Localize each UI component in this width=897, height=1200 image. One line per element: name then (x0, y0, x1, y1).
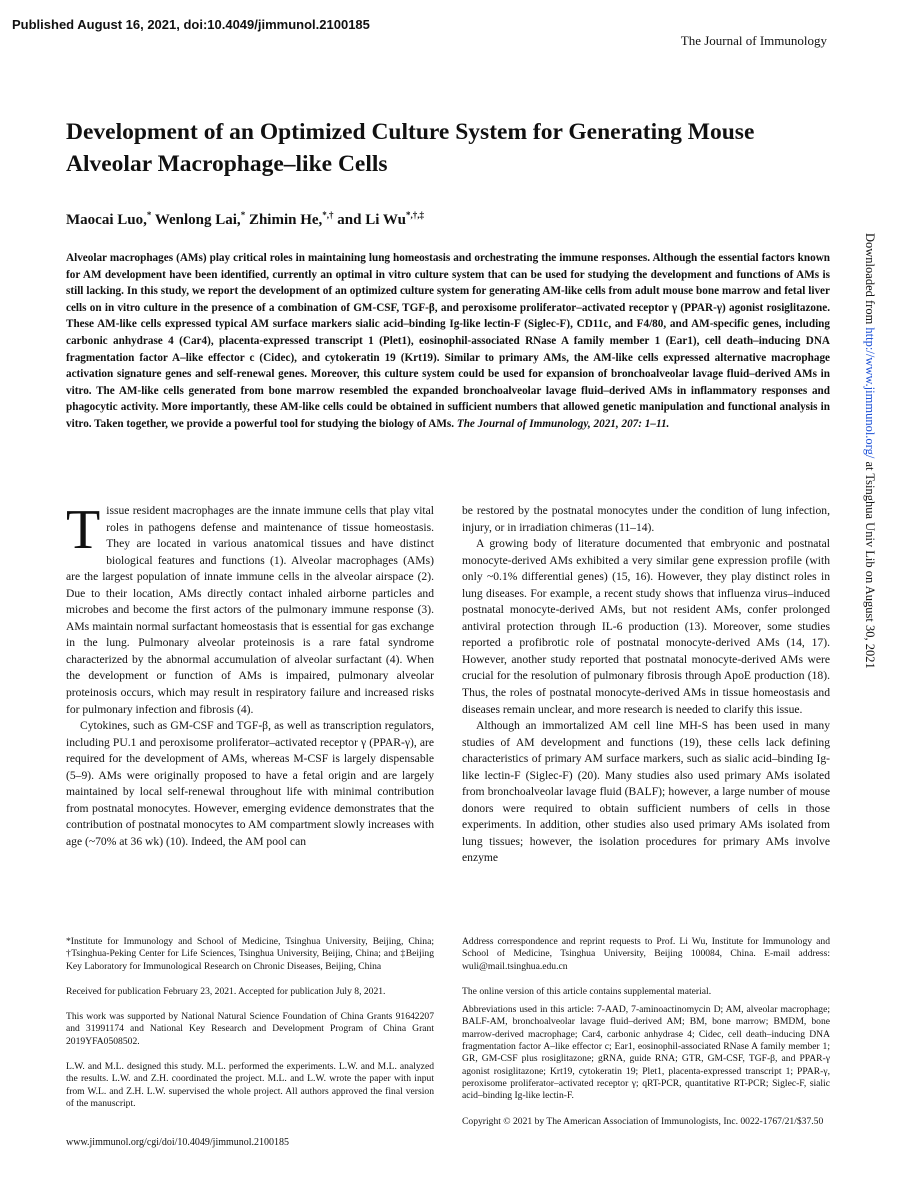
body-paragraph: Although an immortalized AM cell line MH-S has been used in many studies of AM development and functions (19), these cells lack defining characteristics of primary AM surface markers, such as sialic acid–binding Ig-like lectin-F (Siglec-F) (20). Many studies also used primary AMs isolated from bronchoalveolar lavage fluid (BALF); however, a large number of mouse donors were required to obtain sufficient numbers of cells in those experiments. In addition, other studies also used primary AMs isolated from lung tissues; however, the isolation procedures for primary AMs involve enzyme (462, 719, 830, 865)
journal-name: The Journal of Immunology (680, 33, 827, 48)
affiliations-footnote: *Institute for Immunology and School of Medicine, Tsinghua University, Beijing, China; †Tsinghua-Peking Center for Life Sciences, Tsinghua University, Beijing, China; and ‡Beijing Key Laboratory for Immunological Research on Chronic Diseases, Beijing, China (66, 936, 434, 972)
supplemental-footnote: The online version of this article contains supplemental material. (462, 985, 712, 997)
abstract-text: Alveolar macrophages (AMs) play critical roles in maintaining lung homeostasis and orchestrating the immune responses. Although the essential factors known for AM development have been identified, currently an optimal in vitro culture system that can be used for studying the development and functions of AMs is still lacking. In this study, we report the development of an optimized culture system for generating AM-like cells from adult mouse bone marrow and fetal liver cells on in vitro culture in the presence of a combination of GM-CSF, TGF-β, and peroxisome proliferator–activated receptor γ (PPAR-γ) agonist rosiglitazone. These AM-like cells expressed typical AM surface markers sialic acid–binding Ig-like lectin-F (Siglec-F), CD11c, and F4/80, and AM-specific genes, including carbonic anhydrase 4 (Car4), placenta-expressed transcript 1 (Plet1), eosinophil-associated RNase A family member 1 (Ear1), cell death–inducing DNA fragmentation factor A–like effector c (Cidec), and cytokeratin 19 (Krt19). Similar to primary AMs, the AM-like cells expressed alternative macrophage activation signature genes and self-renewal genes. Moreover, this culture system could be used for expansion of bronchoalveolar lavage fluid–derived AMs in vitro. The AM-like cells generated from bone marrow resembled the expanded bronchoalveolar lavage fluid–derived AMs in inflammatory responses and phagocytic activity. More importantly, these AM-like cells could be obtained in sufficient numbers that allowed genetic manipulation and functional analysis in vitro. Taken together, we provide a powerful tool for studying the biology of AMs. (66, 252, 830, 430)
contributions-footnote: L.W. and M.L. designed this study. M.L. performed the experiments. L.W. and M.L. analyzed the results. L.W. and Z.H. coordinated the project. M.L. and L.W. wrote the paper with input from W.L. and Z.H. L.W. supervised the whole project. All authors approved the final version of the manuscript. (66, 1061, 434, 1109)
body-paragraph: be restored by the postnatal monocytes under the condition of lung infection, injury, or in irradiation chimeras (11–14). (462, 504, 830, 534)
body-paragraph: A growing body of literature documented that embryonic and postnatal monocyte-derived AMs exhibited a very similar gene expression profile (with only ~0.1% differential genes) (15, 16). However, they play distinct roles in lung diseases. For example, a recent study shows that influenza virus–induced postnatal monocyte-derived AMs, but not resident AMs, confer prolonged antiviral protection through IL-6 production (13). Moreover, some studies reported a profibrotic role of postnatal monocyte-derived AMs (14, 17). However, another study reported that postnatal monocyte-derived AMs were crucial for the resolution of pulmonary fibrosis through ApoE production (18). Thus, the roles of postnatal monocyte-derived AMs in tissue homeostasis and diseases remain unclear, and more research is needed to clarify this issue. (462, 537, 830, 716)
doi-url[interactable]: www.jimmunol.org/cgi/doi/10.4049/jimmunol.2100185 (66, 1137, 290, 1148)
download-note (862, 233, 877, 873)
body-paragraph: Cytokines, such as GM-CSF and TGF-β, as well as transcription regulators, including PU.1 and peroxisome proliferator–activated receptor γ (PPAR-γ), are required for the development of AMs, whereas M-CSF is largely dispensable (5–9). AMs were originally proposed to have a fetal origin and are largely maintained by local self-renewal throughout life with minimal contribution from postnatal monocytes. However, emerging evidence demonstrates that the contribution of postnatal monocytes to AM compartment slowly increases with age (~70% at 36 wk) (10). Indeed, the AM pool can (66, 719, 434, 848)
author-affiliation-mark: *,† (322, 210, 334, 220)
body-paragraph-text: issue resident macrophages are the innate immune cells that play vital roles in pathogens defense and maintenance of tissue homeostasis. They are located in various anatomical tissues and have distinct biological features and functions (1). Alveolar macrophages (AMs) are the largest population of innate immune cells in the alveolar airspace (2). Due to their location, AMs directly contact inhaled airborne particles and microbes and become the first actors of the pulmonary immune response (3). AMs maintain normal surfactant homeostasis that is essential for gas exchange in the lung. Pulmonary alveolar proteinosis is a rare fatal syndrome characterized by the abnormal accumulation of alveolar surfactant (4). When the development or function of AMs is impaired, pulmonary alveolar proteinosis occurs, which may result in respiratory failure and increased risks for pulmonary infection and fibrosis (4). (66, 504, 434, 716)
author-list (66, 210, 424, 229)
author-name: Maocai Luo, (66, 212, 147, 228)
body-column-right (462, 503, 830, 867)
download-note-suffix: at Tsinghua Univ Lib on August 30, 2021 (863, 458, 877, 669)
journal-citation: The Journal of Immunology, 2021, 207: 1–11. (456, 417, 670, 430)
journal-link[interactable]: http://www.jimmunol.org/ (863, 327, 877, 459)
author-affiliation-mark: * (146, 210, 152, 220)
body-column-left (66, 499, 434, 850)
body-paragraph (66, 499, 434, 718)
abstract (66, 250, 830, 433)
author-name: and Li Wu (337, 212, 406, 228)
author-name: Zhimin He, (248, 212, 323, 228)
received-footnote: Received for publication February 23, 2021. Accepted for publication July 8, 2021. (66, 985, 386, 997)
footnotes-left (66, 936, 434, 1123)
footnotes-right (462, 936, 830, 1141)
author-name: Wenlong Lai, (154, 212, 241, 228)
author-affiliation-mark: *,†,‡ (405, 210, 424, 220)
funding-footnote: This work was supported by National Natural Science Foundation of China Grants 91642207 and 31991174 and National Key Research and Development Program of China Grant 2019YFA0508502. (66, 1011, 434, 1047)
article-title: Development of an Optimized Culture System for Generating Mouse Alveolar Macrophage–like Cells (66, 119, 755, 178)
author-affiliation-mark: * (240, 210, 246, 220)
copyright-footnote: Copyright © 2021 by The American Association of Immunologists, Inc. 0022-1767/21/$37.50 (462, 1115, 824, 1127)
abbreviations-footnote: Abbreviations used in this article: 7-AAD, 7-aminoactinomycin D; AM, alveolar macrophage; BALF-AM, bronchoalveolar lavage fluid–derived AM; BM, bone marrow; BMDM, bone marrow-derived macrophage; Car4, carbonic anhydrase 4; Cidec, cell death–inducing DNA fragmentation factor A–like effector c; Ear1, eosinophil-associated RNase A family member 1; GR, GM-CSF plus rosiglitazone; gRNA, guide RNA; GTR, GM-CSF, TGF-β, and PPAR-γ agonist rosiglitazone; Krt19, cytokeratin 19; Plet1, placenta-expressed transcript 1; PPAR-γ, peroxisome proliferator–activated receptor γ; qRT-PCR, quantitative RT-PCR; Siglec-F, sialic acid–binding Ig-like lectin-F. (462, 1004, 830, 1102)
drop-cap: T (66, 499, 101, 561)
publication-line: Published August 16, 2021, doi:10.4049/jimmunol.2100185 (12, 17, 370, 32)
correspondence-footnote: Address correspondence and reprint requests to Prof. Li Wu, Institute for Immunology and School of Medicine, Tsinghua University, Beijing 100084, China. E-mail address: wuli@mail.tsinghua.edu.cn (462, 936, 830, 972)
download-note-prefix: Downloaded from (863, 233, 877, 328)
